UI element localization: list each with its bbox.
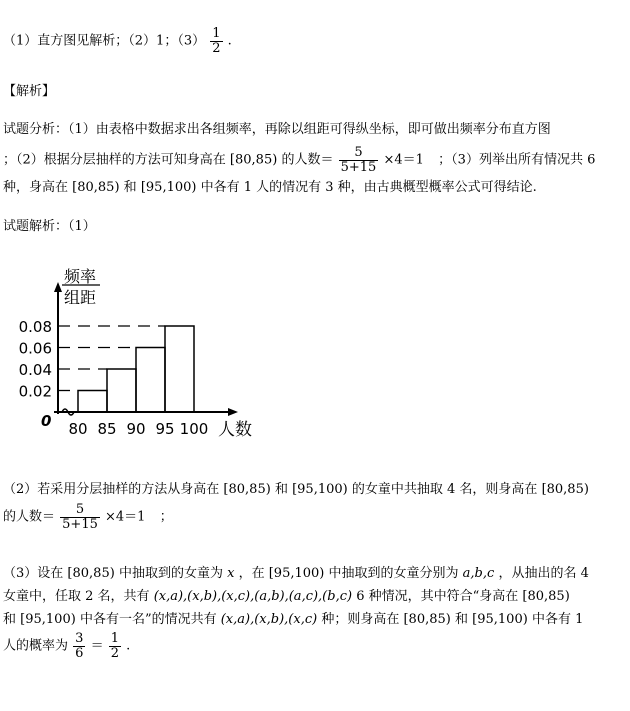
interval: [80,85) (67, 566, 115, 581)
histogram-bar (165, 326, 194, 412)
fraction-denominator: 2 (110, 645, 120, 661)
fraction-denominator: 5+15 (340, 159, 377, 175)
part3-line-4 (3, 632, 130, 660)
x-tick-label: 85 (97, 420, 117, 438)
analysis-text: ×4＝1 (383, 152, 424, 168)
probability-fraction (73, 632, 85, 660)
analysis-line-2 (3, 146, 595, 174)
y-tick-label: 0.02 (18, 382, 52, 401)
interval: [95,100) (20, 612, 76, 627)
variables: a,b,c (462, 566, 495, 581)
interval: [80,85) (522, 589, 570, 604)
x-axis-label: 人数 (218, 420, 252, 440)
interval: [95,100) (140, 180, 197, 195)
interval: [95,100) (292, 482, 348, 497)
solution-line-1: 试题解析：（1） (3, 219, 96, 234)
fraction-numerator: 5 (339, 146, 379, 161)
y-tick-label: 0.08 (18, 318, 52, 336)
part3-text: 女童中，任取 2 名，共有 (3, 589, 150, 604)
x-axis-arrow (228, 408, 238, 416)
part3-line-1 (3, 567, 589, 580)
part3-text: 和 (455, 612, 469, 627)
interval: [80,85) (229, 152, 278, 168)
fraction-numerator: 1 (110, 631, 120, 646)
answer-fraction (210, 27, 222, 55)
answer-text: （1）直方图见解析；（2）1；（3） (3, 33, 206, 49)
part3-line-3 (3, 613, 583, 626)
x-tick-label: 100 (179, 420, 209, 438)
interval: [95,100) (472, 612, 528, 627)
histogram-bar (107, 369, 136, 412)
probability-fraction (109, 632, 121, 660)
part3-text: 人的概率为 (3, 638, 69, 654)
equals-sign: ＝ (90, 638, 104, 654)
analysis-text: 的人数＝ (281, 152, 334, 168)
origin-label: 0 (41, 412, 52, 430)
part2-line-2 (3, 503, 173, 531)
part3-text: 中抽取到的女童分别为 (328, 566, 459, 581)
x-tick-label: 95 (155, 420, 175, 438)
count-fraction (60, 503, 100, 531)
part3-text: 中各有 1 (531, 612, 584, 627)
variable: x (227, 566, 235, 581)
part2-text: 的女童中共抽取 4 名，则身高在 (351, 482, 538, 497)
part3-text: ，在 (238, 566, 265, 581)
part2-text: 和 (274, 482, 288, 497)
interval: [95,100) (268, 566, 325, 581)
fraction-numerator: 5 (60, 503, 100, 518)
histogram-bar (136, 348, 165, 413)
section-heading: 【解析】 (3, 84, 56, 99)
answer-end: . (227, 33, 232, 49)
histogram-bar (78, 391, 107, 413)
part3-text: ，从抽出的名 4 (498, 566, 589, 581)
count-fraction (339, 146, 379, 174)
analysis-text: 种，身高在 (3, 180, 69, 195)
analysis-text: 和 (123, 180, 137, 195)
interval: [80,85) (223, 482, 271, 497)
y-tick-label: 0.06 (18, 339, 52, 358)
y-axis-label-top: 频率 (63, 267, 97, 286)
interval: [80,85) (72, 180, 120, 195)
y-axis-arrow (54, 282, 62, 292)
part2-text: ； (159, 509, 173, 525)
y-axis-label-bottom: 组距 (63, 288, 97, 307)
analysis-line-1: 试题分析：（1）由表格中数据求出各组频率，再除以组距可得纵坐标，即可做出频率分布直方图 (3, 122, 551, 137)
part2-text: ×4＝1 (105, 509, 146, 525)
fraction-denominator: 5+15 (62, 516, 98, 532)
x-tick-label: 80 (68, 420, 88, 438)
part2-line-1 (3, 483, 589, 496)
frequency-histogram (0, 262, 280, 447)
fraction-denominator: 2 (212, 40, 221, 56)
part2-text: 的人数＝ (3, 509, 56, 525)
pairs: (x,a),(x,b),(x,c) (220, 612, 318, 627)
x-tick-label: 90 (126, 420, 146, 438)
analysis-text: 中各有 1 人的情况有 3 种，由古典概型概率公式可得结论. (200, 180, 537, 195)
pairs: (x,a),(x,b),(x,c),(a,b),(a,c),(b,c) (153, 589, 353, 604)
part3-text: 和 (3, 612, 17, 627)
part3-text: 中抽取到的女童为 (118, 566, 223, 581)
fraction-numerator: 1 (212, 26, 221, 41)
interval: [80,85) (403, 612, 451, 627)
part3-text: 中各有一名”的情况共有 (79, 612, 217, 627)
part3-text: 6 种情况，其中符合“身高在 (356, 589, 519, 604)
analysis-text: ；（2）根据分层抽样的方法可知身高在 (3, 152, 226, 168)
fraction-denominator: 6 (75, 645, 84, 661)
y-tick-label: 0.04 (18, 361, 52, 379)
part2-text: （2）若采用分层抽样的方法从身高在 (3, 482, 220, 497)
interval: [80,85) (541, 482, 589, 497)
part3-text: （3）设在 (3, 566, 64, 581)
part3-line-2 (3, 590, 570, 603)
part3-text: 种；则身高在 (321, 612, 400, 627)
analysis-line-3 (3, 181, 537, 194)
part3-text: . (126, 638, 131, 654)
analysis-text: ；（3）列举出所有情况共 6 (438, 152, 596, 168)
answer-line (3, 27, 232, 55)
fraction-numerator: 3 (75, 631, 84, 646)
